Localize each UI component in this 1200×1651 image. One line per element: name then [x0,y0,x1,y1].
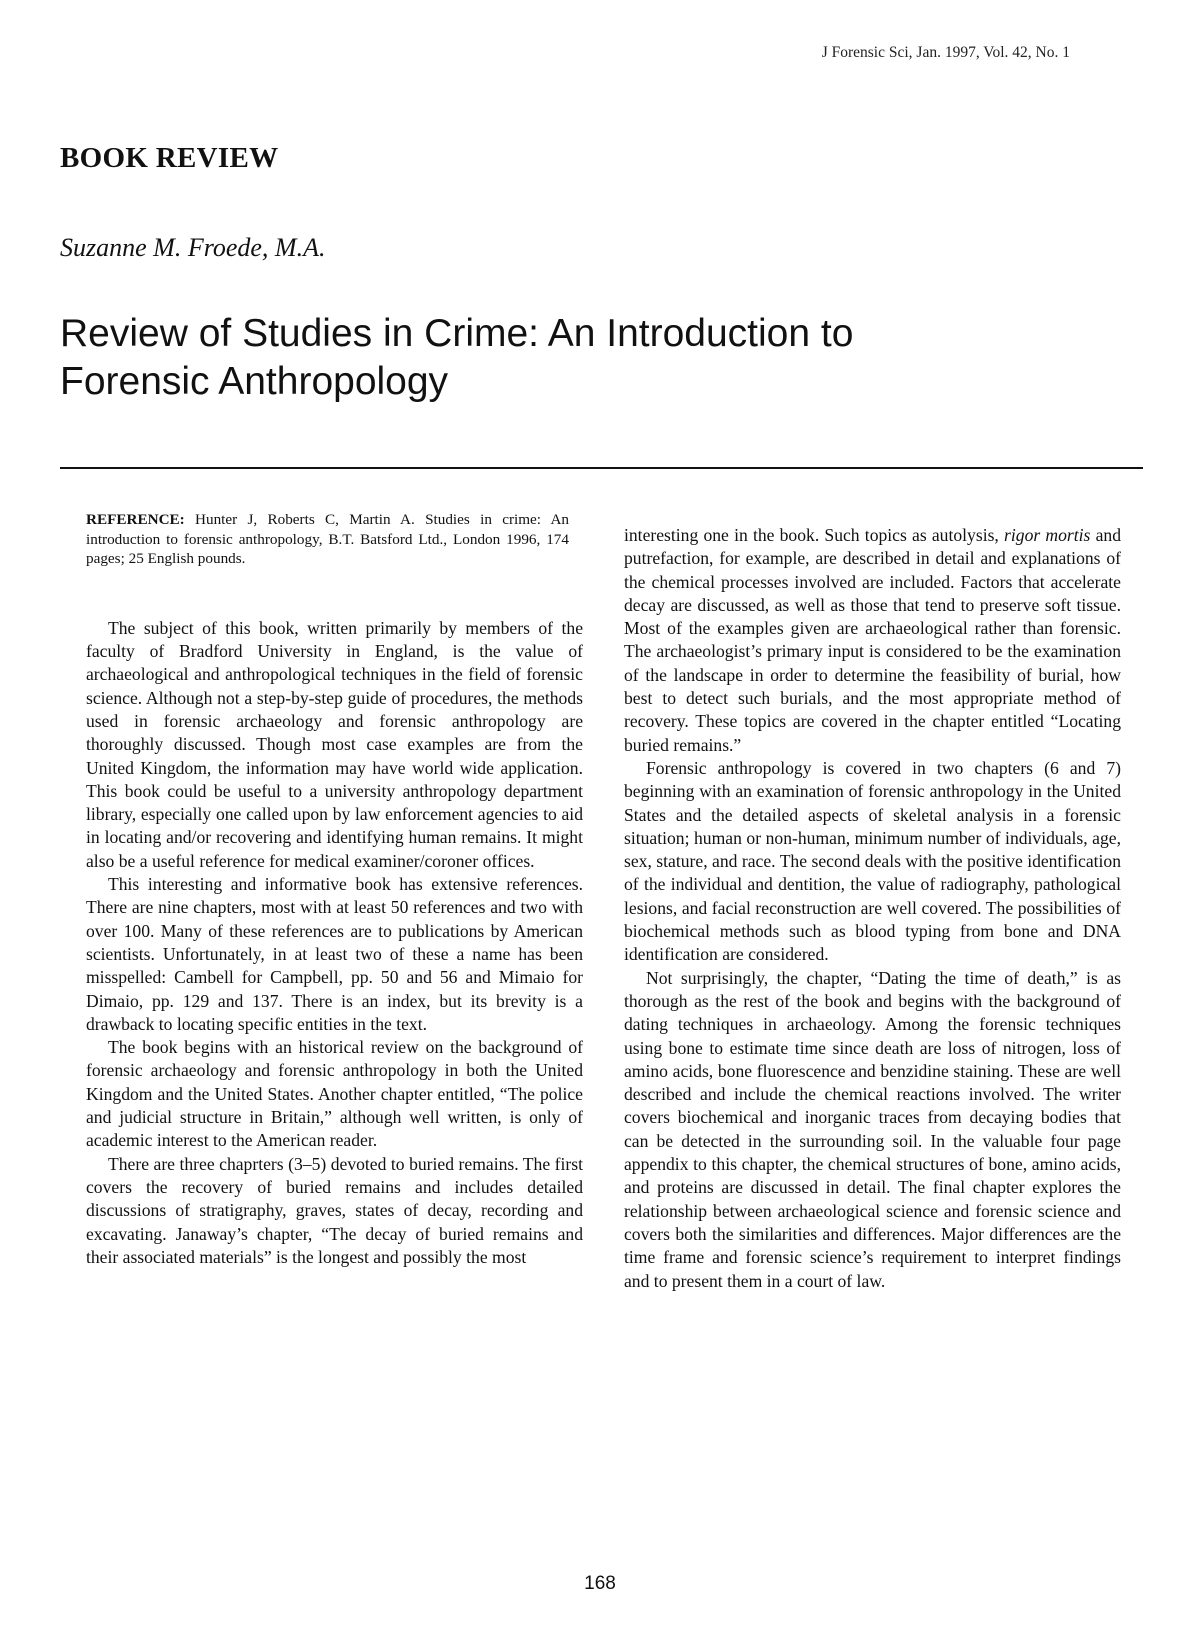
body-paragraph-continued [624,524,1121,757]
reference-text: Hunter J, Roberts C, Martin A. Studies in crime: An introduction to forensic anthropology, B.T. Batsford Ltd., London 1996, 174 pages; 25 English pounds. [86,511,570,568]
reference-citation [86,510,583,569]
page-number: 168 [584,1573,616,1594]
author-name: Suzanne M. Froede, M.A. [60,233,326,262]
reference-label: REFERENCE: [86,511,185,528]
section-label: BOOK REVIEW [60,142,279,174]
left-column [86,510,583,1269]
body-paragraph: The subject of this book, written primarily by members of the faculty of Bradford University in England, is the value of archaeological and anthropological techniques in the field of forensic science. Although not a step-by-step guide of procedures, the methods used in forensic archaeology and forensic anthropology are thoroughly discussed. Though most case examples are from the United Kingdom, the information may have world wide application. This book could be useful to a university anthropology department library, especially one called upon by law enforcement agencies to aid in locating and/or recovering and identifying human remains. It might also be a useful reference for medical examiner/coroner offices. [86,617,583,871]
article-title [60,310,1060,406]
body-paragraph: The book begins with an historical review on the background of forensic archaeology and forensic anthropology in both the United Kingdom and the United States. Another chapter entitled, “The police and judicial structure in Britain,” although well written, is only of academic interest to the American reader. [86,1037,583,1151]
running-head: J Forensic Sci, Jan. 1997, Vol. 42, No. 1 [821,44,1070,61]
continued-text-start: interesting one in the book. Such topics as autolysis, [624,525,1005,545]
continued-text-end: and putrefaction, for example, are described in detail and explanations of the chemical processes involved are included. Factors that accelerate decay are discussed, as well as those that tend to preserve soft tissue. Most of the examples given are archaeological rather than forensic. The archaeologist’s primary input is considered to be the examination of the landscape in order to determine the feasibility of burial, how best to detect such burials, and the most appropriate method of recovery. These topics are covered in the chapter entitled “Locating buried remains.” [624,525,1121,755]
article-title-line-1: Review of Studies in Crime: An Introduction to [60,312,854,355]
body-paragraph: This interesting and informative book has extensive references. There are nine chapters, most with at least 50 references and two with over 100. Many of these references are to publications by American scientists. Unfortunately, in at least two of these a name has been misspelled: Cambell for Campbell, pp. 50 and 56 and Mimaio for Dimaio, pp. 129 and 137. There is an index, but its brevity is a drawback to locating specific entities in the text. [86,874,583,1034]
title-divider [60,467,1143,469]
continued-text-italic: rigor mortis [1004,525,1091,545]
body-paragraph: There are three chaprters (3–5) devoted to buried remains. The first covers the recovery of buried remains and includes detailed discussions of stratigraphy, graves, states of decay, recording and excavating. Janaway’s chapter, “The decay of buried remains and their associated materials” is the longest and possibly the most [86,1153,583,1267]
body-paragraph: Forensic anthropology is covered in two chapters (6 and 7) beginning with an examination of forensic anthropology in the United States and the detailed aspects of skeletal analysis in a forensic situation; human or non-human, minimum number of individuals, age, sex, stature, and race. The second deals with the positive identification of the individual and dentition, the value of radiography, pathological lesions, and facial reconstruction are well covered. The possibilities of biochemical methods such as blood typing from bone and DNA identification are considered. [624,757,1121,965]
body-paragraph: Not surprisingly, the chapter, “Dating the time of death,” is as thorough as the rest of the book and begins with the background of dating techniques in archaeology. Among the forensic techniques using bone to estimate time since death are loss of nitrogen, loss of amino acids, bone fluorescence and benzidine staining. These are well described and include the chemical reactions involved. The writer covers biochemical and inorganic traces from decaying bodies that can be detected in the surrounding soil. In the valuable four page appendix to this chapter, the chemical structures of bone, amino acids, and proteins are discussed in detail. The final chapter explores the relationship between archaeological science and forensic science and covers both the similarities and differences. Major differences are the time frame and forensic science’s requirement to interpret findings and to present them in a court of law. [624,967,1121,1291]
article-title-line-2: Forensic Anthropology [60,360,449,403]
right-column [624,524,1121,1293]
